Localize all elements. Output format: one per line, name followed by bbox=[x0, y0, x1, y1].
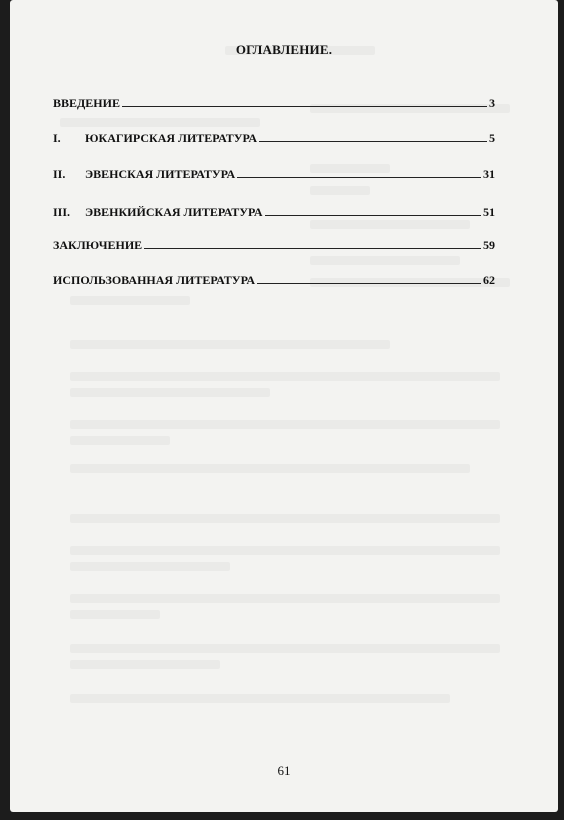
toc-entry-references bbox=[53, 273, 495, 288]
toc-entry-evenki bbox=[53, 205, 495, 220]
toc-leader-line bbox=[237, 177, 481, 178]
toc-entry-even bbox=[53, 167, 495, 182]
toc-entry-title: ВВЕДЕНИЕ bbox=[53, 96, 120, 110]
toc-leader-line bbox=[144, 248, 481, 249]
toc-entry-title: ЗАКЛЮЧЕНИЕ bbox=[53, 238, 143, 252]
toc-entry-conclusion bbox=[53, 238, 495, 253]
toc-entry-page: 62 bbox=[483, 273, 495, 287]
toc-entry-page: 31 bbox=[483, 167, 495, 181]
toc-entry-yukagir bbox=[53, 131, 495, 146]
toc-leader-line bbox=[265, 215, 481, 216]
toc-entry-page: 5 bbox=[489, 131, 495, 145]
toc-entry-title: ЭВЕНСКАЯ ЛИТЕРАТУРА bbox=[85, 167, 236, 181]
bleed-through-text bbox=[10, 0, 558, 812]
toc-entry-number: III. bbox=[53, 205, 71, 219]
toc-leader-line bbox=[259, 141, 487, 142]
toc-entry-page: 59 bbox=[483, 238, 495, 252]
document-page bbox=[10, 0, 558, 812]
toc-entry-page: 51 bbox=[483, 205, 495, 219]
page-number: 61 bbox=[277, 763, 291, 778]
toc-entry-title: ЭВЕНКИЙСКАЯ ЛИТЕРАТУРА bbox=[85, 205, 263, 219]
toc-entry-number: I. bbox=[53, 131, 61, 145]
toc-entry-number: II. bbox=[53, 167, 66, 181]
toc-leader-line bbox=[257, 283, 481, 284]
toc-entry-title: ИСПОЛЬЗОВАННАЯ ЛИТЕРАТУРА bbox=[53, 273, 256, 287]
toc-entry-page: 3 bbox=[489, 96, 495, 110]
toc-leader-line bbox=[122, 106, 487, 107]
toc-entry-title: ЮКАГИРСКАЯ ЛИТЕРАТУРА bbox=[85, 131, 257, 145]
page-title: ОГЛАВЛЕНИЕ. bbox=[235, 42, 333, 57]
toc-entry-introduction bbox=[53, 96, 495, 111]
